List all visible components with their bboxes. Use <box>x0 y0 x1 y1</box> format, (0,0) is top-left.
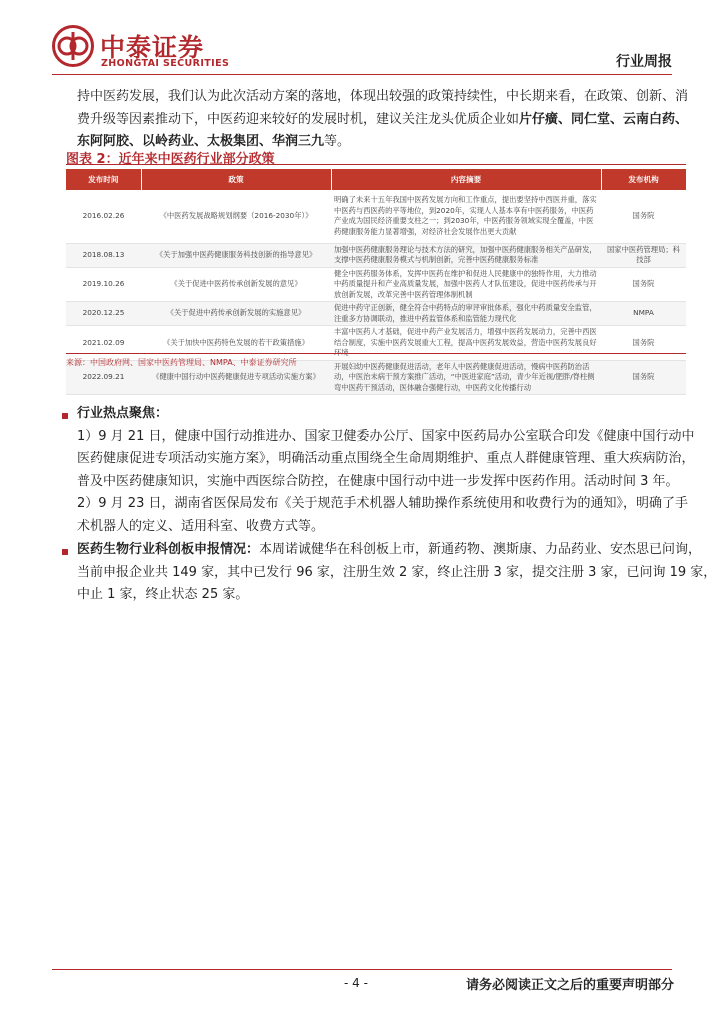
intro-paragraph <box>77 86 689 154</box>
section-line: 1）9 月 21 日，健康中国行动推进办、国家卫健委办公厅、国家中医药局办公室联合印发《健康中国行动中 <box>77 428 695 444</box>
intro-line <box>77 109 689 132</box>
org-cell: NMPA <box>601 302 686 326</box>
org-cell: 国务院 <box>601 326 686 361</box>
date-cell: 2022.09.21 <box>66 360 141 395</box>
date-cell: 2020.12.25 <box>66 302 141 326</box>
table-row <box>66 190 686 243</box>
section-heading: 医药生物行业科创板申报情况： <box>77 542 260 557</box>
section-line: 2）9 月 23 日，湖南省医保局发布《关于规范手术机器人辅助操作系统使用和收费行为的通知》，明确了手 <box>77 496 688 511</box>
intro-line: 持中医药发展，我们认为此次活动方案的落地，体现出较强的政策持续性，中长期来看，在政策、创新、消 <box>77 89 689 104</box>
policy-cell: 《关于加强中医药健康服务科技创新的指导意见》 <box>141 243 331 267</box>
org-cell: 国务院 <box>601 360 686 395</box>
page-header <box>0 0 724 78</box>
summary-cell: 促进中药守正创新，健全符合中药特点的审评审批体系，强化中药质量安全监管，注重多方协调联动，推进中药监管体系和监管能力现代化 <box>331 302 601 326</box>
policy-cell: 《中医药发展战略规划纲要（2016-2030年）》 <box>141 190 331 243</box>
table-row <box>66 302 686 326</box>
table-row <box>66 267 686 302</box>
intro-text: 等。 <box>324 134 351 149</box>
date-cell: 2021.02.09 <box>66 326 141 361</box>
figure-source: 来源：中国政府网、国家中医药管理局、NMPA、中泰证券研究所 <box>66 358 297 367</box>
section-line: 医药健康促进专项活动实施方案》，明确活动重点围绕全生命周期维护、重点人群健康管理、重大疾病防治， <box>77 451 695 466</box>
policy-cell: 《关于加快中医药特色发展的若干政策措施》 <box>141 326 331 361</box>
org-cell: 国务院 <box>601 190 686 243</box>
logo-english-name: ZHONGTAI SECURITIES <box>101 58 230 69</box>
section-line: 普及中医药健康知识，实施中西医综合防控，在健康中国行动中进一步发挥中医药作用。活动时间 3 年。 <box>77 473 679 489</box>
org-cell: 国家中医药管理局；科技部 <box>601 243 686 267</box>
zhongtai-logo-icon <box>52 25 94 67</box>
summary-cell: 开展妇幼中医药健康促进活动，老年人中医药健康促进活动，慢病中医药防治活动，中医治未病干预方案推广活动，“中医进家庭”活动，青少年近视/肥胖/脊柱侧弯中医药干预活动，医体融合强健行动，中医药文化传播行动 <box>331 360 601 395</box>
policy-cell: 《关于促进中药传承创新发展的实施意见》 <box>141 302 331 326</box>
table-row <box>66 243 686 267</box>
report-type-label: 行业周报 <box>616 54 672 70</box>
figure-title-divider <box>66 164 686 165</box>
section-line: 中止 1 家，终止状态 25 家。 <box>77 587 249 602</box>
section-heading: 行业热点聚焦： <box>77 406 169 421</box>
recommended-companies: 东阿阿胶、以岭药业、太极集团、华润三九 <box>77 134 325 149</box>
page-number: - 4 - <box>344 976 368 990</box>
summary-cell: 加强中医药健康服务理论与技术方法的研究，加强中医药健康服务相关产品研发，支撑中医药健康服务模式与机制创新，完善中医药健康服务标准 <box>331 243 601 267</box>
figure-title: 图表 2：近年来中医药行业部分政策 <box>66 152 275 167</box>
column-header: 政策 <box>141 169 331 190</box>
section-line: 当前申报企业共 149 家，其中已发行 96 家，注册生效 2 家，终止注册 3 家，提交注册 3 家，已问询 19 家， <box>77 564 717 580</box>
section-text: 本周诺诚健华在科创板上市，新通药物、澳斯康、力品药业、安杰思已问询， <box>259 542 702 557</box>
summary-cell: 健全中医药服务体系，发挥中医药在维护和促进人民健康中的独特作用，大力推动中药质量提升和产业高质量发展，加强中医药人才队伍建设，促进中医药传承与开放创新发展，改革完善中医药管理体制机制 <box>331 267 601 302</box>
recommended-companies: 片仔癀、同仁堂、云南白药、 <box>519 111 689 127</box>
summary-cell: 明确了未来十五年我国中医药发展方向和工作重点，提出要坚持中西医并重，落实中医药与西医药的平等地位，到2020年，实现人人基本享有中医药服务，中医药产业成为国民经济重要支柱之一；到2030年，中医药服务领域实现全覆盖，中医药健康服务能力显著增强，对经济社会发展作出更大贡献 <box>331 190 601 243</box>
intro-text: 费升级等因素推动下，中医药迎来较好的发展时机，建议关注龙头优质企业如 <box>77 111 520 127</box>
logo-chinese-name: 中泰证券 <box>100 33 205 62</box>
bullet-square-icon <box>62 413 68 419</box>
policy-cell: 《健康中国行动中医药健康促进专项活动实施方案》 <box>141 360 331 395</box>
org-cell: 国务院 <box>601 267 686 302</box>
column-header: 发布时间 <box>66 169 141 190</box>
section-line <box>77 539 702 562</box>
section-line: 术机器人的定义、适用科室、收费方式等。 <box>77 518 325 534</box>
source-divider <box>66 353 686 354</box>
date-cell: 2016.02.26 <box>66 190 141 243</box>
table-row <box>66 326 686 361</box>
disclaimer-note: 请务必阅读正文之后的重要声明部分 <box>465 978 674 993</box>
date-cell: 2019.10.26 <box>66 267 141 302</box>
column-header: 内容摘要 <box>331 169 601 190</box>
date-cell: 2018.08.13 <box>66 243 141 267</box>
table-header-row <box>66 169 686 190</box>
hot-topics-section <box>77 403 695 538</box>
summary-cell: 丰富中医药人才基础，促进中药产业发展活力，增强中医药发展动力，完善中西医结合制度，实施中医药发展重大工程，提高中医药发展效益，营造中医药发展良好环境 <box>331 326 601 361</box>
column-header: 发布机构 <box>601 169 686 190</box>
header-divider <box>52 74 672 75</box>
star-market-section <box>77 539 717 607</box>
bullet-square-icon <box>62 549 68 555</box>
policy-cell: 《关于促进中医药传承创新发展的意见》 <box>141 267 331 302</box>
footer-divider <box>52 969 672 970</box>
